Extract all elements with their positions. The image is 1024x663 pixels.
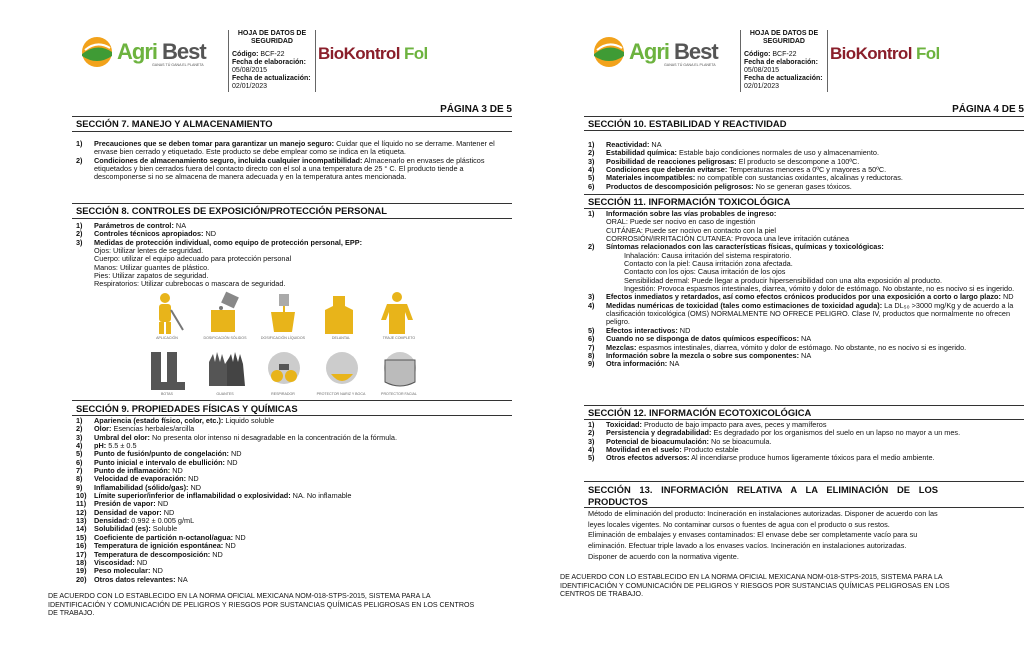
list-item <box>76 576 506 584</box>
divider <box>584 405 1024 406</box>
svg-text:Agri: Agri <box>629 39 669 64</box>
item-label: Punto de fusión/punto de congelación: <box>94 449 229 459</box>
item-label: Punto de inflamación: <box>94 466 171 476</box>
list-item <box>588 302 1018 327</box>
item-label: Otros efectos adversos: <box>606 453 690 463</box>
item-value: espasmos intestinales, diarrea, vómito y dolor de estómago. No obstante, no es nocivo si es ingerido. <box>636 342 967 352</box>
item-number: 3) <box>76 237 83 247</box>
item-value: NA <box>649 140 662 149</box>
item-value: 0.992 ± 0.005 g/mL <box>129 516 195 526</box>
upd-value: 02/01/2023 <box>232 83 268 90</box>
item-label: Apariencia (estado físico, color, etc.): <box>94 416 224 425</box>
ppe-pictogram <box>258 290 308 340</box>
code-label: Código: <box>744 51 771 58</box>
ppe-pictogram <box>316 346 366 396</box>
biokontrol-logo: BioKontrol Fol <box>830 44 940 63</box>
section-12-title: SECCIÓN 12. INFORMACIÓN ECOTOXICOLÓGICA <box>588 407 812 418</box>
divider <box>584 130 1024 131</box>
item-label: Presión de vapor: <box>94 499 156 509</box>
sub-item: CORROSIÓN/IRRITACIÓN CUTANEA: Provoca una leve irritación cutánea <box>606 234 850 244</box>
item-label: Cuando no se disponga de datos químicos específicos: <box>606 334 799 344</box>
item-value: ND <box>161 507 175 517</box>
doc-info <box>744 30 824 91</box>
ppe-icon <box>142 346 192 392</box>
item-text <box>606 360 1018 368</box>
item-value: Producto estable <box>681 445 739 455</box>
ppe-icon <box>200 346 250 392</box>
item-label: Productos de descomposición peligrosos: <box>606 181 754 191</box>
item-label: Potencial de bioacumulación: <box>606 436 709 446</box>
item-label: Inflamabilidad (sólido/gas): <box>94 482 189 492</box>
item-number: 1) <box>76 221 83 230</box>
elab-label: Fecha de elaboración: <box>744 59 818 66</box>
item-label: Olor: <box>94 424 112 434</box>
item-number: 3) <box>588 156 595 166</box>
ppe-icon <box>258 346 308 392</box>
item-number: 15) <box>76 532 87 542</box>
divider <box>584 116 1024 117</box>
item-value: ND <box>223 541 236 551</box>
code-value: BCF-22 <box>772 51 797 58</box>
ppe-icon <box>200 290 250 336</box>
item-value: Es degradado por los organismos del suelo en un lapso no mayor a un mes. <box>711 428 961 438</box>
divider <box>584 194 1024 195</box>
item-value: ND <box>677 325 691 335</box>
item-value: NA <box>799 334 812 344</box>
item-text <box>94 140 506 157</box>
item-label: Efectos interactivos: <box>606 325 678 335</box>
item-label: Materiales incompatibles: <box>606 173 696 183</box>
item-number: 9) <box>76 482 83 492</box>
svg-text:GANAS TÚ GANA EL PLANETA: GANAS TÚ GANA EL PLANETA <box>664 63 716 67</box>
item-value: Producto de bajo impacto para aves, peces y mamíferos <box>641 420 827 429</box>
sub-item: Manos: Utilizar guantes de plástico. <box>94 262 210 272</box>
ppe-label: APLICACIÓN <box>156 336 178 340</box>
section-8-body <box>76 222 506 289</box>
item-value: ND <box>170 466 183 476</box>
item-number: 6) <box>588 334 595 344</box>
ppe-label: DOSIFICACIÓN LÍQUIDOS <box>260 336 306 340</box>
item-number: 1) <box>588 140 595 149</box>
item-number: 6) <box>76 457 83 467</box>
ppe-label: RESPIRADOR <box>271 392 295 396</box>
item-label: Densidad de vapor: <box>94 507 162 517</box>
divider <box>584 507 1024 508</box>
item-value: ND <box>186 474 199 484</box>
item-text <box>606 454 1018 462</box>
ppe-pictogram <box>258 346 308 396</box>
item-label: Toxicidad: <box>606 420 642 429</box>
item-number: 12) <box>76 507 87 517</box>
item-label: Reactividad: <box>606 140 650 149</box>
item-label: Solubilidad (es): <box>94 524 151 534</box>
header-divider <box>740 30 741 92</box>
item-label: Temperatura de ignición espontánea: <box>94 541 224 551</box>
page-header <box>584 22 1024 94</box>
item-label: Peso molecular: <box>94 566 151 576</box>
section-10-body <box>588 141 1018 191</box>
item-label: Otra información: <box>606 359 668 369</box>
doc-info <box>232 30 312 91</box>
upd-value: 02/01/2023 <box>744 83 780 90</box>
upd-label: Fecha de actualización: <box>744 75 823 82</box>
item-number: 4) <box>76 441 83 451</box>
svg-text:Agri: Agri <box>117 39 157 64</box>
item-label: Coeficiente de partición n-octanol/agua: <box>94 532 234 542</box>
item-text <box>94 434 506 442</box>
agribest-logo <box>80 32 230 72</box>
item-label: Medidas de protección individual, como equipo de protección personal, EPP: <box>94 237 363 247</box>
ppe-pictogram <box>200 346 250 396</box>
item-value: NA <box>667 359 680 369</box>
section-7-body <box>76 140 506 182</box>
item-number: 1) <box>588 420 595 429</box>
item-value: ND <box>155 499 169 509</box>
agribest-logo <box>592 32 742 72</box>
item-value: ND <box>229 449 242 459</box>
item-number: 8) <box>76 474 83 484</box>
item-label: Movilidad en el suelo: <box>606 445 682 455</box>
item-number: 19) <box>76 566 87 576</box>
item-label: Información sobre la mezcla o sobre sus componentes: <box>606 350 800 360</box>
item-text <box>606 183 1018 191</box>
section-12-body <box>588 421 1018 463</box>
item-value: ND <box>224 457 238 467</box>
item-label: Condiciones que deberán evitarse: <box>606 165 728 175</box>
item-number: 5) <box>588 173 595 183</box>
ppe-icon <box>258 290 308 336</box>
item-value: Cuidar que el líquido no se derrame. Mantener el envase bien cerrado y etiquetado. Este producto se debe emplear como se indica en la etiqueta. <box>94 139 495 157</box>
item-value: Al incendiarse produce humos ligeramente tóxicos para el medio ambiente. <box>689 453 935 463</box>
item-number: 17) <box>76 549 87 559</box>
section-9-body <box>76 417 506 584</box>
page-number: PÁGINA 3 DE 5 <box>440 104 512 115</box>
svg-text:GANAS TÚ GANA EL PLANETA: GANAS TÚ GANA EL PLANETA <box>152 63 204 67</box>
item-label: Punto inicial e intervalo de ebullición: <box>94 457 225 467</box>
sub-item: Cuerpo: utilizar el equipo adecuado para protección personal <box>94 254 292 264</box>
ppe-label: PROTECTOR NARIZ Y BOCA <box>316 392 366 396</box>
item-number: 1) <box>588 209 595 218</box>
item-label: Otros datos relevantes: <box>94 574 176 584</box>
item-value: ND <box>210 549 223 559</box>
item-number: 4) <box>588 165 595 175</box>
item-number: 3) <box>76 432 83 442</box>
item-number: 4) <box>588 445 595 455</box>
item-value: El producto se descompone a 100ºC. <box>736 156 860 166</box>
divider <box>72 131 512 132</box>
elab-label: Fecha de elaboración: <box>232 59 306 66</box>
item-value: 5.5 ± 0.5 <box>106 441 137 451</box>
item-value: NA. No inflamable <box>290 491 352 501</box>
divider <box>72 400 512 401</box>
item-value: Almacenarlo en envases de plásticos etiquetados y bien cerrados fuera del contacto directo con el sol a una temperatura de 25 ° C. El producto tiende a descomponerse si no se almacena de manera adecuada y en la temperatura antes mencionada. <box>94 155 485 182</box>
item-number: 5) <box>588 453 595 463</box>
elab-value: 05/08/2015 <box>232 67 268 74</box>
upd-label: Fecha de actualización: <box>232 75 311 82</box>
item-number: 2) <box>588 242 595 252</box>
ppe-label: PROTECTOR FACIAL <box>381 392 417 396</box>
item-label: Precauciones que se deben tomar para garantizar un manejo seguro: <box>94 139 335 148</box>
page-left <box>48 0 512 663</box>
sub-item: Ojos: Utilizar lentes de seguridad. <box>94 246 204 256</box>
ppe-pictogram <box>374 346 424 396</box>
item-number: 3) <box>588 292 595 302</box>
item-value: ND <box>1000 292 1014 302</box>
item-text <box>606 302 1018 327</box>
item-text <box>94 157 506 182</box>
code-value: BCF-22 <box>260 51 285 58</box>
doc-title: HOJA DE DATOS DE SEGURIDAD <box>237 30 307 45</box>
item-label: Síntomas relacionados con las características físicas, químicas y toxicológicas: <box>606 242 884 252</box>
disposal-paragraph: Disponer de acuerdo con la normativa vigente. <box>588 551 739 561</box>
ppe-icon <box>142 290 192 336</box>
item-label: Parámetros de control: <box>94 221 174 230</box>
list-item <box>76 157 506 182</box>
item-label: Medidas numéricas de toxicidad (tales como estimaciones de toxicidad aguda): <box>606 300 883 310</box>
item-label: Mezclas: <box>606 342 637 352</box>
item-number: 20) <box>76 574 87 584</box>
item-label: Temperatura de descomposición: <box>94 549 211 559</box>
sub-item: Respiratorios: Utilizar cubrebocas o mascara de seguridad. <box>94 279 286 289</box>
item-label: Densidad: <box>94 516 130 526</box>
item-number: 2) <box>588 428 595 438</box>
item-label: Persistencia y degradabilidad: <box>606 428 712 438</box>
item-value: No se generan gases tóxicos. <box>753 181 852 191</box>
item-label: Posibilidad de reacciones peligrosas: <box>606 156 737 166</box>
divider <box>72 116 512 117</box>
item-value: ND <box>233 532 246 542</box>
item-value: Soluble <box>150 524 178 534</box>
item-value: La DL₅₀ >3000 mg/Kg y de acuerdo a la clasificación toxicológica (OMS) NORMALMENTE NO OFRECE PELIGRO. Clase IV, productos que normalmente no ofrecen peligro. <box>606 300 1014 327</box>
list-item <box>588 183 1018 191</box>
item-number: 10) <box>76 491 87 501</box>
section-13-body <box>588 509 942 563</box>
item-value: No se bioacumula. <box>709 436 772 446</box>
sub-item: Ingestión: Provoca espasmos intestinales, diarrea, vómito y dolor de estómago. No obstante, no es nocivo si es ingerido. <box>624 284 1015 294</box>
page-header <box>72 22 512 94</box>
ppe-pictogram <box>374 290 424 340</box>
item-value: Temperaturas menores a 0ºC y mayores a 50ºC. <box>727 165 887 175</box>
item-text <box>94 576 506 584</box>
item-number: 8) <box>588 350 595 360</box>
sub-item: Inhalación: Causa irritación del sistema respiratorio. <box>624 250 792 260</box>
item-number: 2) <box>76 424 83 434</box>
item-label: Velocidad de evaporación: <box>94 474 187 484</box>
page-number: PÁGINA 4 DE 5 <box>952 104 1024 115</box>
divider <box>584 481 1024 482</box>
ppe-label: DOSIFICACIÓN SÓLIDOS <box>203 336 247 340</box>
sub-item: ORAL: Puede ser nocivo en caso de ingestión <box>606 217 756 227</box>
section-11-title: SECCIÓN 11. INFORMACIÓN TOXICOLÓGICA <box>588 196 791 207</box>
ppe-pictogram <box>142 346 192 396</box>
page-right <box>560 0 1024 663</box>
item-number: 2) <box>76 229 83 239</box>
item-value: NA <box>799 350 812 360</box>
list-item <box>76 140 506 157</box>
sub-item: Sensibilidad dermal: Puede llegar a producir hipersensibilidad con una alta exposición al producto. <box>624 275 943 285</box>
item-value: ND <box>150 566 163 576</box>
sub-item: Contacto con la piel: Causa irritación zona afectada. <box>624 259 793 269</box>
ppe-icon <box>374 346 424 392</box>
item-text <box>94 551 506 559</box>
item-value: NA <box>173 221 187 230</box>
item-value: Liquido soluble <box>223 416 275 425</box>
item-value: NA <box>175 574 188 584</box>
item-value: no compatible con sustancias oxidantes, alcalinas y reductoras. <box>695 173 903 183</box>
item-number: 11) <box>76 499 87 509</box>
item-label: Controles técnicos apropiados: <box>94 229 204 239</box>
svg-text:Best: Best <box>162 39 206 64</box>
item-label: Viscosidad: <box>94 557 135 567</box>
item-label: Estabilidad química: <box>606 148 677 158</box>
item-number: 3) <box>588 436 595 446</box>
ppe-label: TRAJE COMPLETO <box>382 336 416 340</box>
list-item <box>588 454 1018 462</box>
item-label: Efectos inmediatos y retardados, así como efectos crónicos producidos por una exposición a corto o largo plazo: <box>606 292 1001 302</box>
ppe-icon <box>316 346 366 392</box>
header-divider <box>827 30 828 92</box>
section-7-title: SECCIÓN 7. MANEJO Y ALMACENAMIENTO <box>76 118 273 129</box>
doc-title: HOJA DE DATOS DE SEGURIDAD <box>749 30 819 45</box>
ppe-icon <box>316 290 366 336</box>
item-value: ND <box>203 229 217 239</box>
item-value: No presenta olor intenso ni desagradable en la concentración de la fórmula. <box>149 432 397 442</box>
item-number: 2) <box>76 155 83 165</box>
ppe-label: BOTAS <box>161 392 173 396</box>
section-13-title: SECCIÓN 13. INFORMACIÓN RELATIVA A LA ELIMINACIÓN DE LOS PRODUCTOS <box>588 484 938 507</box>
item-number: 18) <box>76 557 87 567</box>
item-label: Umbral del olor: <box>94 432 150 442</box>
section-8-title: SECCIÓN 8. CONTROLES DE EXPOSICIÓN/PROTECCIÓN PERSONAL <box>76 205 387 216</box>
item-number: 1) <box>76 139 83 148</box>
header-divider <box>228 30 229 92</box>
item-number: 4) <box>588 300 595 310</box>
item-number: 5) <box>588 325 595 335</box>
sub-item: Pies: Utilizar zapatos de seguridad. <box>94 271 209 281</box>
item-value: Esencias herbales/arcilla <box>111 424 195 434</box>
item-number: 16) <box>76 541 87 551</box>
divider <box>72 218 512 219</box>
item-label: pH: <box>94 441 107 451</box>
ppe-pictogram <box>200 290 250 340</box>
disposal-paragraph: Método de eliminación del producto: Incineración en instalaciones autorizadas. Disponer de acuerdo con las leyes locales vigentes. No contaminar cursos o fuentes de agua con el producto o sus restos. <box>588 509 938 529</box>
ppe-pictogram <box>316 290 366 340</box>
footer-note: DE ACUERDO CON LO ESTABLECIDO EN LA NORMA OFICIAL MEXICANA NOM-018-STPS-2015, SISTEMA PARA LA IDENTIFICACIÓN Y COMUNICACIÓN DE PELIGROS Y RIESGOS POR SUSTANCIAS QUÍMICAS PELIGROSAS EN LOS CENTROS DE TRABAJO. <box>560 573 950 599</box>
list-item <box>588 360 1018 368</box>
item-number: 9) <box>588 359 595 369</box>
disposal-paragraph: Eliminación de embalajes y envases contaminados: El envase debe ser completamente vacío para su eliminación. Efectuar triple lavado a los envases vacíos. Incineración en instalaciones autorizadas. <box>588 530 918 551</box>
item-label: Condiciones de almacenamiento seguro, incluida cualquier incompatibilidad: <box>94 155 363 165</box>
section-9-title: SECCIÓN 9. PROPIEDADES FÍSICAS Y QUÍMICAS <box>76 403 298 414</box>
sub-item: Contacto con los ojos: Causa irritación de los ojos <box>624 267 786 277</box>
footer-note: DE ACUERDO CON LO ESTABLECIDO EN LA NORMA OFICIAL MEXICANA NOM-018-STPS-2015, SISTEMA PARA LA IDENTIFICACIÓN Y COMUNICACIÓN DE PELIGROS Y RIESGOS POR SUSTANCIAS QUÍMICAS PELIGROSAS EN LOS CENTROS DE TRABAJO. <box>48 592 475 618</box>
ppe-pictogram <box>142 290 192 340</box>
ppe-pictograms <box>142 290 442 396</box>
section-11-body <box>588 210 1018 369</box>
item-number: 7) <box>588 342 595 352</box>
item-label: Información sobre las vías probables de ingreso: <box>606 209 777 218</box>
item-number: 2) <box>588 148 595 158</box>
item-value: ND <box>134 557 148 567</box>
svg-text:Best: Best <box>674 39 718 64</box>
list-item <box>76 434 506 442</box>
item-number: 13) <box>76 516 87 526</box>
elab-value: 05/08/2015 <box>744 67 780 74</box>
item-number: 6) <box>588 181 595 191</box>
biokontrol-logo: BioKontrol Fol <box>318 44 428 63</box>
section-10-title: SECCIÓN 10. ESTABILIDAD Y REACTIVIDAD <box>588 118 787 129</box>
item-value: ND <box>188 482 202 492</box>
ppe-icon <box>374 290 424 336</box>
ppe-label: DELANTAL <box>331 336 351 340</box>
header-divider <box>315 30 316 92</box>
sub-item: CUTÁNEA: Puede ser nocivo en contacto con la piel <box>606 225 776 235</box>
code-label: Código: <box>232 51 259 58</box>
divider <box>72 203 512 204</box>
item-label: Límite superior/inferior de inflamabilidad o explosividad: <box>94 491 291 501</box>
item-number: 7) <box>76 466 83 476</box>
item-number: 5) <box>76 449 83 459</box>
ppe-label: GUANTES <box>216 392 234 396</box>
item-number: 1) <box>76 416 83 425</box>
item-value: Estable bajo condiciones normales de uso y almacenamiento. <box>676 148 879 158</box>
item-number: 14) <box>76 524 87 534</box>
